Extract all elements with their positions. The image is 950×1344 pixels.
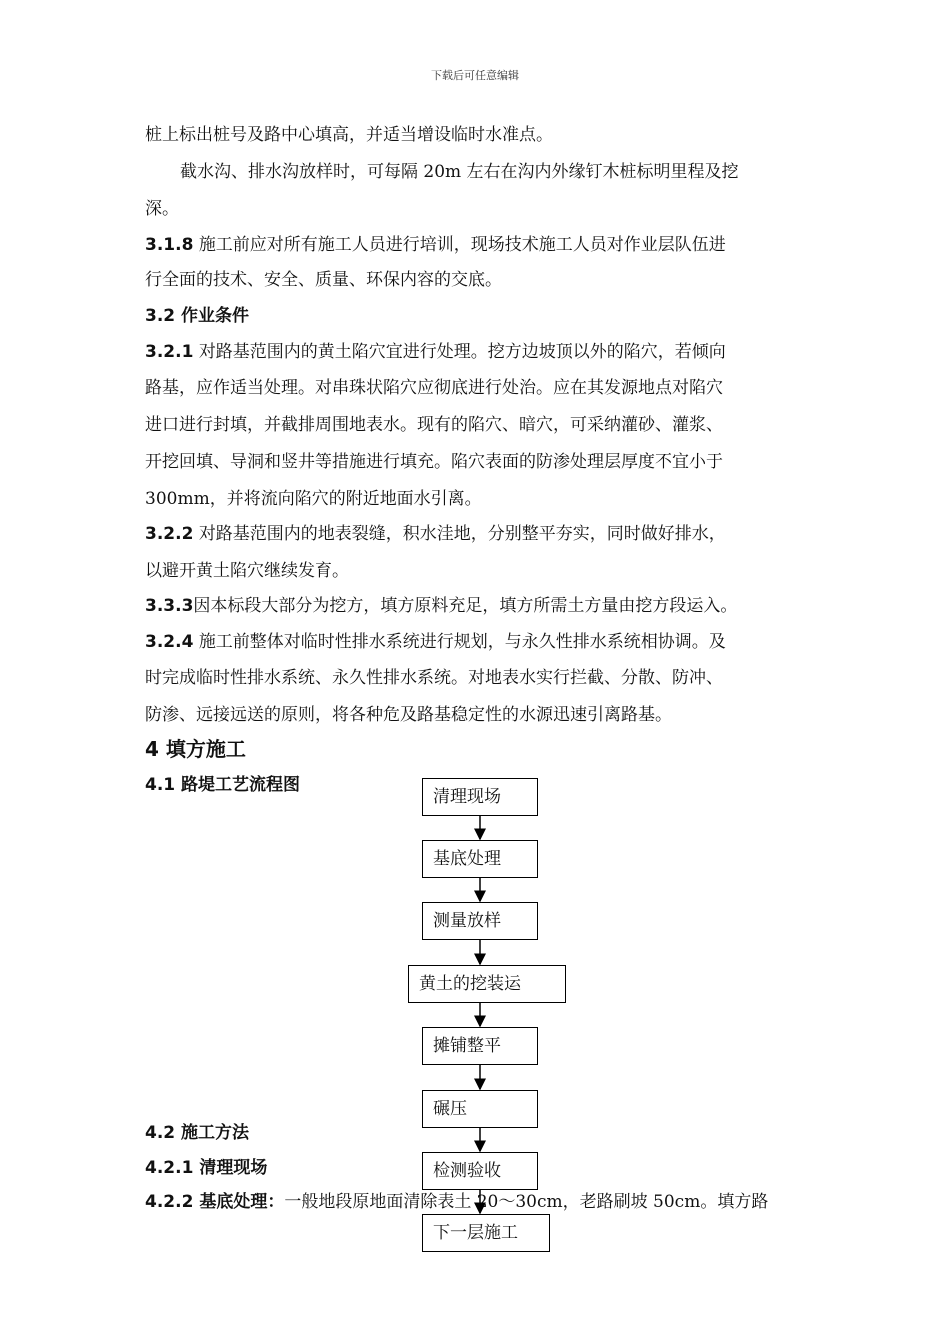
para-line: 截水沟、排水沟放样时，可每隔 20m 左右在沟内外缘钉木桩标明里程及挖 [180,162,739,182]
section-number: 3.2.4 [145,632,194,652]
para-line: 以避开黄土陷穴继续发育。 [145,561,349,581]
flow-step: 下一层施工 [422,1214,550,1252]
section-label: 4.2.2 基底处理： [145,1192,285,1212]
para-line: 进口进行封填，并截排周围地表水。现有的陷穴、暗穴，可采纳灌砂、灌浆、 [145,415,723,435]
flow-step: 测量放样 [422,902,538,940]
flow-step: 摊铺整平 [422,1027,538,1065]
section-title: 4.2.1 清理现场 [145,1158,268,1178]
section-number: 3.1.8 [145,235,194,255]
section-text: 对路基范围内的黄土陷穴宜进行处理。挖方边坡顶以外的陷穴，若倾向 [198,342,726,362]
para-line: 行全面的技术、安全、质量、环保内容的交底。 [145,270,502,290]
section-text: 施工前整体对临时性排水系统进行规划，与永久性排水系统相协调。及 [198,632,726,652]
section-number: 3.2.2 [145,524,194,544]
para-line: 300mm，并将流向陷穴的附近地面水引离。 [145,489,482,509]
para-line: 开挖回填、导洞和竖井等措施进行填充。陷穴表面的防渗处理层厚度不宜小于 [145,452,723,472]
para-line: 防渗、远接远送的原则，将各种危及路基稳定性的水源迅速引离路基。 [145,705,672,725]
para-line: 路基，应作适当处理。对串珠状陷穴应彻底进行处治。应在其发源地点对陷穴 [145,378,723,398]
para-line: 桩上标出桩号及路中心填高，并适当增设临时水准点。 [145,125,553,145]
section-title: 3.2 作业条件 [145,306,250,326]
flow-step: 清理现场 [422,778,538,816]
section-number: 3.3.3 [145,596,194,616]
section-title: 4.2 施工方法 [145,1123,250,1143]
section-text: 对路基范围内的地表裂缝，积水洼地，分别整平夯实，同时做好排水， [198,524,726,544]
section-number: 3.2.1 [145,342,194,362]
section-text: 一般地段原地面清除表土 20～30cm，老路刷坡 50cm。填方路 [284,1192,769,1212]
para-line: 时完成临时性排水系统、永久性排水系统。对地表水实行拦截、分散、防冲、 [145,668,723,688]
section-text: 因本标段大部分为挖方，填方原料充足，填方所需土方量由挖方段运入。 [193,596,738,616]
page-header: 下载后可任意编辑 [431,69,519,82]
para-line: 深。 [145,199,179,219]
flow-step: 碾压 [422,1090,538,1128]
flow-step: 黄土的挖装运 [408,965,566,1003]
section-text: 施工前应对所有施工人员进行培训，现场技术施工人员对作业层队伍进 [198,235,726,255]
flow-step: 基底处理 [422,840,538,878]
flow-step: 检测验收 [422,1152,538,1190]
section-title: 4.1 路堤工艺流程图 [145,775,301,795]
chapter-heading: 4 填方施工 [145,737,246,761]
